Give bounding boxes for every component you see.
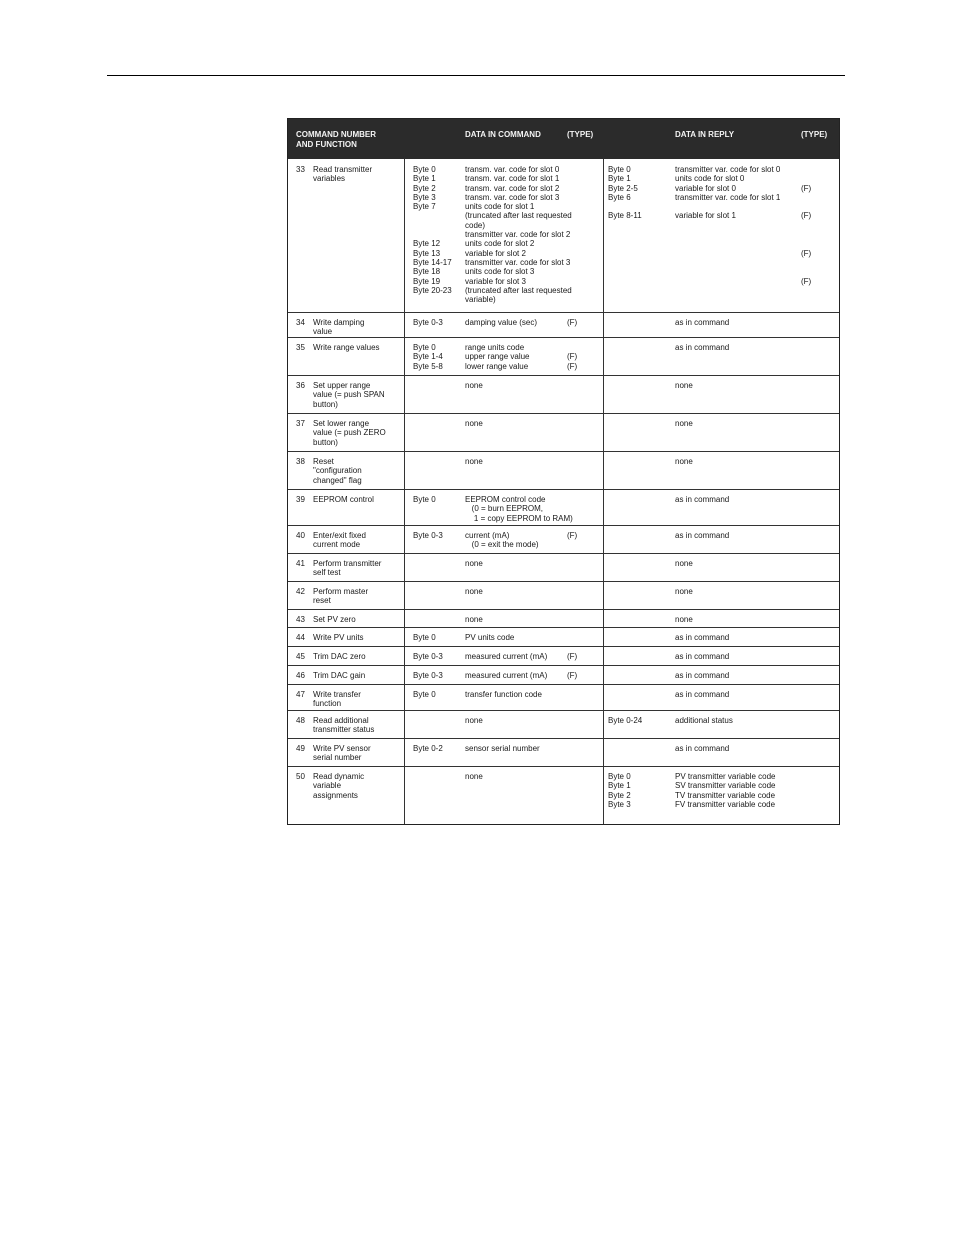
table-row	[288, 633, 839, 646]
reply-description: as in command	[675, 495, 730, 504]
reply-description: none	[675, 381, 693, 390]
table-row	[288, 495, 839, 525]
command-number: 44	[296, 633, 305, 642]
command-number: 45	[296, 652, 305, 661]
command-number: 41	[296, 559, 305, 568]
table-row	[288, 559, 839, 581]
table-header	[288, 119, 839, 159]
reply-description: as in command	[675, 343, 730, 352]
command-number: 46	[296, 671, 305, 680]
command-function: Write transfer function	[313, 690, 361, 709]
command-function: Set upper range value (= push SPAN button)	[313, 381, 385, 409]
reply-bytes: Byte 0-24	[608, 716, 643, 725]
command-description: none	[465, 772, 483, 781]
command-function: Write PV sensor serial number	[313, 744, 371, 763]
command-function: Set lower range value (= push ZERO button)	[313, 419, 386, 447]
command-description: none	[465, 381, 483, 390]
row-divider	[288, 684, 839, 685]
table-row	[288, 587, 839, 609]
command-number: 35	[296, 343, 305, 352]
table-row	[288, 381, 839, 413]
header-command-type: (TYPE)	[567, 130, 594, 139]
command-number: 39	[296, 495, 305, 504]
header-data-in-reply: DATA IN REPLY	[675, 130, 735, 139]
command-type: (F)	[567, 318, 578, 327]
command-function: Perform transmitter self test	[313, 559, 382, 578]
command-bytes: Byte 0-3	[413, 318, 443, 327]
header-reply-type: (TYPE)	[801, 130, 828, 139]
command-description: measured current (mA)	[465, 652, 548, 661]
command-function: Write range values	[313, 343, 380, 352]
command-type: (F)	[567, 531, 578, 540]
command-description: transfer function code	[465, 690, 542, 699]
command-function: Trim DAC zero	[313, 652, 366, 661]
row-divider	[288, 525, 839, 526]
command-function: Read dynamic variable assignments	[313, 772, 365, 800]
table-row	[288, 457, 839, 489]
reply-bytes: Byte 0 Byte 1 Byte 2-5 Byte 6 Byte 8-11	[608, 165, 642, 221]
command-bytes: Byte 0-3	[413, 652, 443, 661]
command-description: measured current (mA)	[465, 671, 548, 680]
row-divider	[288, 738, 839, 739]
command-number: 37	[296, 419, 305, 428]
command-description: EEPROM control code (0 = burn EEPROM, 1 = copy EEPROM to RAM)	[465, 495, 573, 523]
reply-bytes: Byte 0 Byte 1 Byte 2 Byte 3	[608, 772, 631, 809]
row-divider	[288, 312, 839, 313]
table-row	[288, 615, 839, 627]
table-row	[288, 531, 839, 553]
command-description: range units code upper range value lower range value	[465, 343, 530, 371]
command-description: sensor serial number	[465, 744, 540, 753]
command-function: Write damping value	[313, 318, 365, 337]
reply-description: as in command	[675, 690, 730, 699]
row-divider	[288, 646, 839, 647]
command-description: PV units code	[465, 633, 515, 642]
reply-description: as in command	[675, 633, 730, 642]
command-function: Trim DAC gain	[313, 671, 366, 680]
reply-type: (F) (F) (F) (F)	[801, 183, 812, 286]
reply-description: as in command	[675, 744, 730, 753]
header-data-in-command: DATA IN COMMAND	[465, 130, 541, 139]
command-type: (F) (F)	[567, 352, 578, 371]
table-row	[288, 318, 839, 337]
command-function: Perform master reset	[313, 587, 369, 606]
command-description: none	[465, 615, 483, 624]
command-bytes: Byte 0 Byte 1-4 Byte 5-8	[413, 343, 443, 371]
reply-description: none	[675, 615, 693, 624]
top-rule	[107, 75, 845, 76]
command-table	[287, 118, 840, 825]
row-divider	[288, 581, 839, 582]
reply-description: as in command	[675, 318, 730, 327]
command-description: transm. var. code for slot 0 transm. var. code for slot 1 transm. var. code for slot 2 transm. var. code for slot 3 units code for slot 1 (truncated after last requested code) transmitter var. code for slot 2 units code for slot 2 variable for slot 2 transmitter var. code for slot 3 units code for slot 3 variable for slot 3 (truncated after last requested variable)	[465, 165, 572, 305]
command-number: 38	[296, 457, 305, 466]
table-row	[288, 716, 839, 738]
command-function: Read transmitter variables	[313, 165, 373, 184]
reply-description: PV transmitter variable code SV transmitter variable code TV transmitter variable code FV transmitter variable code	[675, 772, 776, 809]
table-row	[288, 652, 839, 665]
row-divider	[288, 337, 839, 338]
table-row	[288, 744, 839, 766]
row-divider	[288, 665, 839, 666]
command-bytes: Byte 0	[413, 495, 436, 504]
command-description: none	[465, 716, 483, 725]
command-description: none	[465, 587, 483, 596]
command-description: none	[465, 419, 483, 428]
command-function: Set PV zero	[313, 615, 356, 624]
reply-description: transmitter var. code for slot 0 units code for slot 0 variable for slot 0 transmitter var. code for slot 1 variable for slot 1	[675, 165, 781, 221]
reply-description: none	[675, 587, 693, 596]
header-command: COMMAND NUMBER AND FUNCTION	[296, 130, 376, 149]
table-row	[288, 165, 839, 312]
reply-description: none	[675, 419, 693, 428]
command-bytes: Byte 0	[413, 633, 436, 642]
row-divider	[288, 627, 839, 628]
table-row	[288, 343, 839, 375]
command-number: 48	[296, 716, 305, 725]
command-bytes: Byte 0 Byte 1 Byte 2 Byte 3 Byte 7 Byte 12 Byte 13 Byte 14-17 Byte 18 Byte 19 Byte 20-23	[413, 165, 452, 295]
reply-description: as in command	[675, 671, 730, 680]
row-divider	[288, 375, 839, 376]
command-number: 42	[296, 587, 305, 596]
command-function: Reset "configuration changed" flag	[313, 457, 362, 485]
command-number: 40	[296, 531, 305, 540]
row-divider	[288, 609, 839, 610]
table-row	[288, 772, 839, 824]
command-bytes: Byte 0-3	[413, 671, 443, 680]
reply-description: none	[675, 457, 693, 466]
command-description: none	[465, 457, 483, 466]
command-number: 34	[296, 318, 305, 327]
row-divider	[288, 710, 839, 711]
table-row	[288, 690, 839, 710]
row-divider	[288, 451, 839, 452]
row-divider	[288, 766, 839, 767]
command-function: Enter/exit fixed current mode	[313, 531, 366, 550]
reply-description: as in command	[675, 652, 730, 661]
reply-description: additional status	[675, 716, 733, 725]
table-row	[288, 671, 839, 684]
reply-description: as in command	[675, 531, 730, 540]
command-bytes: Byte 0	[413, 690, 436, 699]
row-divider	[288, 553, 839, 554]
command-description: current (mA) (0 = exit the mode)	[465, 531, 539, 550]
command-type: (F)	[567, 671, 578, 680]
row-divider	[288, 413, 839, 414]
command-number: 49	[296, 744, 305, 753]
row-divider	[288, 489, 839, 490]
reply-description: none	[675, 559, 693, 568]
command-description: none	[465, 559, 483, 568]
command-type: (F)	[567, 652, 578, 661]
command-function: Read additional transmitter status	[313, 716, 375, 735]
command-function: Write PV units	[313, 633, 364, 642]
command-bytes: Byte 0-3	[413, 531, 443, 540]
command-number: 33	[296, 165, 305, 174]
command-number: 36	[296, 381, 305, 390]
table-row	[288, 419, 839, 451]
command-number: 47	[296, 690, 305, 699]
command-function: EEPROM control	[313, 495, 374, 504]
command-number: 43	[296, 615, 305, 624]
command-number: 50	[296, 772, 305, 781]
command-bytes: Byte 0-2	[413, 744, 443, 753]
command-description: damping value (sec)	[465, 318, 538, 327]
